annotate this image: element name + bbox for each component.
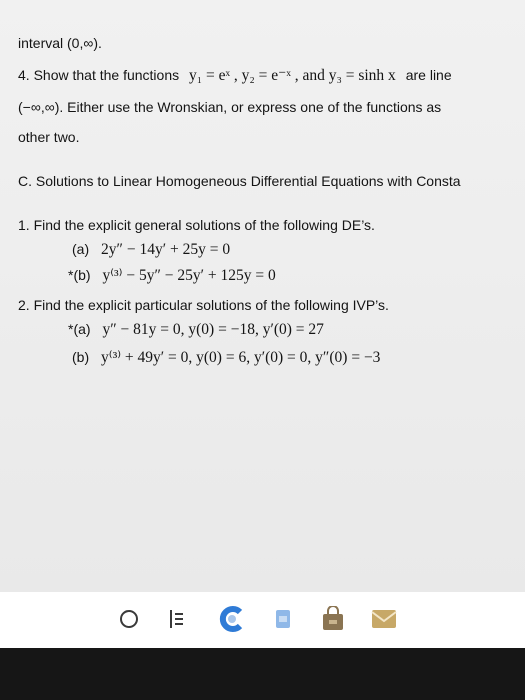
question-2a-label: *(a) [68,321,91,337]
question-1b [68,266,276,285]
question-2a-equation: y″ − 81y = 0, y(0) = −18, y′(0) = 27 [102,321,324,338]
question-1a-equation: 2y″ − 14y′ + 25y = 0 [101,241,231,258]
question-1b-equation: y⁽³⁾ − 5y″ − 25y′ + 125y = 0 [102,267,276,284]
device-bezel [0,648,525,700]
line-interval: interval (0,∞). [18,35,102,51]
problem-4-trailing-text: are line [405,67,452,83]
system-navigation-bar [0,592,525,648]
problem-4-functions: y₁ = eˣ , y₂ = e⁻ˣ , and y₃ = sinh x [189,67,396,84]
problem-4-line-2: (−∞,∞). Either use the Wronskian, or express one of the functions as [18,99,442,115]
question-2-heading: 2. Find the explicit particular solutions of the following IVP’s. [18,297,389,313]
question-1a [72,240,230,259]
problem-4-line-1 [18,66,452,85]
question-1b-label: *(b) [68,267,91,283]
question-2a [68,320,324,339]
mail-app-icon[interactable] [370,607,398,631]
menu-icon[interactable] [168,608,184,630]
home-circle-icon[interactable] [120,610,138,628]
problem-4-intro: 4. Show that the functions [18,67,180,83]
question-2b-equation: y⁽³⁾ + 49y′ = 0, y(0) = 6, y′(0) = 0, y″(0) = −3 [101,349,381,366]
folder-app-icon[interactable] [270,606,296,632]
question-2b-label: (b) [72,349,90,365]
question-1a-label: (a) [72,241,90,257]
browser-app-icon[interactable] [218,605,246,633]
question-2b [72,348,380,367]
question-1-heading: 1. Find the explicit general solutions of the following DE’s. [18,217,375,233]
problem-4-line-3: other two. [18,129,80,145]
section-c-heading: C. Solutions to Linear Homogeneous Differential Equations with Consta [18,173,461,189]
store-app-icon[interactable] [320,606,346,632]
